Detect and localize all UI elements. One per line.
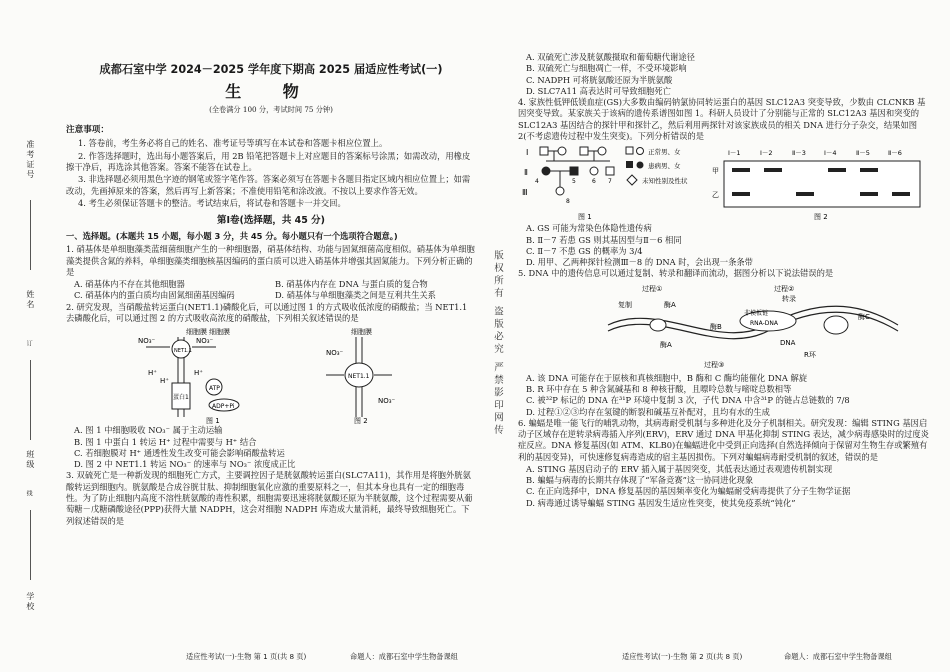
gel-col-4: Ⅰ－4	[824, 149, 837, 158]
center-gutter	[478, 0, 516, 672]
question-5-option-b: B. R 环中存在 5 种含氮碱基和 8 种核苷酸，且嘌呤总数与嘧啶总数相等	[526, 383, 792, 394]
dna-label: DNA	[780, 338, 796, 347]
question-2-option-b: B. 图 1 中蛋白 1 转运 H⁺ 过程中需要与 H⁺ 结合	[74, 436, 257, 447]
pedigree-num-5: 5	[572, 178, 576, 186]
legend-unknown: 未知性别及性状	[642, 177, 688, 186]
question-2-option-c: C. 若细胞膜对 H⁺ 通透性发生改变可能会影响硝酸盐转运	[74, 447, 285, 458]
fig1-membrane-label: 细胞膜	[186, 328, 207, 337]
right-column	[518, 52, 930, 509]
dna-information-flow-figure	[518, 281, 930, 373]
question-1-option-d: D. 硝基体与单细胞藻类之间是互利共生关系	[275, 290, 436, 301]
binding-line	[30, 510, 31, 580]
question-5-stem: 5. DNA 中的遗传信息可以通过复制、转录和翻译而流动，据图分析以下说法错误的是	[518, 268, 834, 279]
replication-label: 复制	[618, 300, 632, 309]
question-6-option-a: A. STING 基因启动子的 ERV 插入属于基因突变，其低表达通过表观遗传机制实现	[526, 463, 833, 474]
fig1-h-label-2: H⁺	[160, 377, 169, 386]
q4-figure-1-caption: 图 1	[578, 213, 592, 222]
fig2-net-label: NET1.1	[348, 373, 370, 381]
question-4-option-c: C. Ⅱ－7 不患 GS 的概率为 3/4	[526, 245, 643, 256]
question-5-option-d: D. 过程①②③均存在氢键的断裂和碱基互补配对，且均有水的生成	[526, 406, 770, 417]
left-column	[66, 52, 476, 528]
gel-col-1: Ⅰ－1	[728, 149, 741, 158]
process-3-label: 过程③	[704, 360, 725, 369]
fig1-adp-label: ADP+Pi	[212, 403, 235, 411]
figure-1-caption: 图 1	[206, 417, 220, 426]
section-heading: 第Ⅰ卷(选择题，共 45 分)	[216, 215, 326, 227]
question-3-option-a: A. 双硫死亡涉及胱氨酸摄取和葡萄糖代谢途径	[526, 52, 695, 62]
q4-figure-2-caption: 图 2	[814, 213, 828, 222]
question-6-option-c: C. 在正向选择中，DNA 修复基因的基因频率变化为蝙蝠耐受病毒提供了分子生物学证据	[526, 486, 851, 497]
notice-heading: 注意事项：	[66, 124, 109, 135]
fig1-h-label: H⁺	[148, 369, 157, 378]
enzyme-a-label-2: 酶A	[660, 340, 672, 349]
binding-label-school: 学校	[25, 592, 35, 612]
enzyme-c-label: 酶C	[858, 312, 870, 321]
question-2-figures	[66, 325, 476, 425]
legend-affected: 患病男、女	[648, 162, 681, 171]
binding-line	[30, 360, 31, 440]
footer-left-author: 命题人：成都石室中学生物备课组	[350, 652, 458, 661]
figure-2-caption: 图 2	[354, 417, 368, 426]
enzyme-a-label: 酶A	[664, 300, 676, 309]
fig1-membrane-label-2: 细胞膜	[209, 328, 230, 337]
pedigree-num-4: 4	[535, 178, 539, 186]
fig1-h-label-3: H⁺	[194, 369, 203, 378]
question-4-stem: 4. 家族性低钾低镁血症(GS)大多数由编码钠氯协同转运蛋白的基因 SLC12A3 突变导致，少数由 CLCNKB 基因突变导致。某家族关于该病的遗传系谱图如图 1。科研人员设计了分别能与正常的 SLC12A3 基因和突变的 SLC12A3 基因结合的探针甲和探针乙，然后利用两探针对该家族成员的相关 DNA 进行分子杂交，结果如图 2(不考虑遗传过程中发生突变)。下列分析错误的是	[518, 97, 926, 141]
question-5-figure	[518, 281, 930, 373]
gel-row-jia: 甲	[712, 167, 719, 176]
transcription-label: 转录	[782, 294, 796, 303]
binding-margin	[0, 0, 52, 672]
question-6-option-d: D. 病毒通过诱导蝙蝠 STING 基因发生适应性突变，使其免疫系统“钝化”	[526, 497, 796, 508]
fig2-no3-label: NO₃⁻	[326, 349, 344, 358]
question-5-option-a: A. 该 DNA 可能存在于原核和真核细胞中，B 酶和 C 酶均能催化 DNA 解旋	[526, 372, 808, 383]
binding-line	[30, 200, 31, 270]
question-1-option-a: A. 硝基体内不存在其他细胞器	[74, 279, 185, 290]
question-4-figures	[518, 143, 930, 223]
gel-row-yi: 乙	[712, 191, 719, 200]
question-1-options-row	[66, 279, 476, 290]
process-2-label: 过程②	[774, 284, 795, 293]
question-3-option-b: B. 双硫死亡与细胞凋亡一样，不受环境影响	[526, 63, 687, 74]
gen-II-label: Ⅱ	[524, 168, 528, 178]
gen-III-label: Ⅲ	[522, 188, 528, 198]
gel-col-3: Ⅱ－3	[792, 149, 806, 158]
exam-subject: 生 物	[225, 82, 317, 102]
notice-item: 3. 非选择题必须用黑色字迹的钢笔或签字笔作答。答案必须写在答题卡各题目指定区域内相应位置上；如需改动，先画掉原来的答案，然后再写上新答案；不准使用铅笔和涂改液。不按以上要求作答无效。	[66, 174, 471, 196]
fig2-no3-label-2: NO₃⁻	[378, 397, 396, 406]
exam-title: 成都石室中学 2024－2025 学年度下期高 2025 届适应性考试(一)	[99, 63, 443, 76]
question-6-stem: 6. 蝙蝠是唯一能飞行的哺乳动物，其病毒耐受机制与多种进化及分子机制相关。研究发现：编辑 STING 基因启动子区域存在逆转录病毒插入序列(ERV)，ERV 通过 DNA 甲基化抑制 STING 表达，减少病毒感染时的过度炎症反应。DNA 修复基因(如 ATM、KLB0)在蝙蝠进化中受到正向选择(自然选择倾向于保留对生物生存或繁殖有利的基因变异)，可快速修复病毒造成的宿主基因损伤。下列对蝙蝠病毒耐受机制的叙述，错误的是	[518, 417, 929, 462]
pedigree-num-6: 6	[592, 178, 596, 186]
binding-label-name: 姓名	[25, 290, 35, 310]
fig1-no3-label-2: NO₃⁻	[196, 337, 214, 346]
gel-col-6: Ⅱ－6	[888, 149, 902, 158]
footer-right-page: 适应性考试(一)·生物 第 2 页(共 8 页)	[622, 652, 743, 661]
fig1-protein-label: 蛋白1	[173, 394, 189, 402]
binding-label-class: 班级	[25, 450, 35, 470]
question-2-option-d: D. 图 2 中 NET1.1 转运 NO₃⁻ 的速率与 NO₃⁻ 浓度成正比	[74, 459, 296, 470]
gel-col-2: Ⅰ－2	[760, 149, 773, 158]
pedigree-and-hybridization-figure	[518, 143, 930, 223]
footer-right-author: 命题人：成都石室中学生物备课组	[784, 652, 892, 661]
notice-item: 2. 作答选择题时，选出每小题答案后，用 2B 铅笔把答题卡上对应题目的答案标号涂黑；如需改动，用橡皮擦干净后，再选涂其他答案。答案不能答在试卷上。	[66, 150, 471, 173]
gen-I-label: Ⅰ	[526, 148, 529, 158]
legend-normal: 正常男、女	[648, 148, 681, 157]
rna-dna-label: RNA-DNA	[750, 319, 779, 327]
fig1-net-label: NET1.1	[174, 348, 192, 355]
membrane-transport-figure	[66, 325, 476, 425]
question-2-option-a: A. 图 1 中细胞吸收 NO₃⁻ 属于主动运输	[74, 425, 223, 436]
question-4-option-d: D. 用甲、乙两种探针检测Ⅲ－8 的 DNA 时，会出现一条条带	[526, 257, 753, 268]
binding-mark-ding: 订	[25, 340, 33, 348]
fig1-no3-label: NO₃⁻	[138, 337, 156, 346]
question-1-option-c: C. 硝基体内的蛋白质均由固氮细菌基因编码	[74, 290, 235, 301]
question-5-option-c: C. 被³²P 标记的 DNA 在³¹P 环境中复制 3 次，子代 DNA 中含³¹P 的链占总链数的 7/8	[526, 395, 850, 406]
exam-score-info: (全卷满分 100 分，考试时间 75 分钟)	[209, 104, 333, 114]
fig2-membrane-label: 细胞膜	[351, 328, 372, 337]
part-heading: 一、选择题。(本题共 15 小题，每小题 3 分，共 45 分。每小题只有一个选项符合题意。)	[66, 231, 398, 242]
copyright-notice: 版权所有 盗版必究 严禁影印网传	[492, 250, 504, 438]
process-1-label: 过程①	[642, 284, 663, 293]
footer-left-page: 适应性考试(一)·生物 第 1 页(共 8 页)	[186, 652, 307, 661]
question-4-option-b: B. Ⅱ－7 若患 GS 则其基因型与Ⅱ－6 相同	[526, 234, 682, 245]
question-1-stem: 1. 硝基体是单细胞藻类蓝细菌细胞产生的一种细胞器，硝基体结构、功能与固氮细菌高度相似。硝基体为单细胞藻类提供含氮的养料，单细胞藻类细胞核基因编码的蛋白质可以进入硝基体并增强其固氮能力。下列分析正确的是	[66, 244, 475, 277]
question-1-options-row	[66, 290, 476, 301]
enzyme-b-label: 酶B	[710, 322, 722, 331]
notice-item: 1. 答卷前，考生务必将自己的姓名、准考证号等填写在本试卷和答题卡相应位置上。	[78, 138, 388, 149]
question-2-stem: 2. 研究发现，当硝酸盐转运蛋白(NET1.1)磷酸化后，可以通过图 1 的方式吸收低浓度的硝酸盐；当 NET1.1 去磷酸化后，可以通过图 2 的方式吸收高浓度的硝酸盐，下列相关叙述错误的是	[66, 301, 468, 324]
non-template-strand-label: 非模板链	[744, 309, 769, 317]
gel-col-5: Ⅱ－5	[856, 149, 870, 158]
binding-mark-xian: 线	[25, 490, 33, 498]
notice-item: 4. 考生必须保证答题卡的整洁。考试结束后，将试卷和答题卡一并交回。	[78, 197, 346, 208]
pedigree-num-8: 8	[566, 198, 570, 206]
pedigree-num-7: 7	[608, 178, 612, 186]
question-6-option-b: B. 蝙蝠与病毒的长期共存体现了“军备竞赛”这一协同进化现象	[526, 475, 754, 486]
question-3-option-c: C. NADPH 可将胱氨酸还原为半胱氨酸	[526, 74, 673, 85]
question-1-option-b: B. 硝基体内存在 DNA 与蛋白质的复合物	[275, 279, 428, 290]
question-4-option-a: A. GS 可能为常染色体隐性遗传病	[526, 223, 652, 234]
fig1-atp-label: ATP	[209, 385, 220, 393]
binding-label-exam-number: 准考证号	[25, 140, 35, 180]
r-loop-label: R环	[804, 350, 816, 359]
question-3-stem: 3. 双硫死亡是一种新发现的细胞死亡方式，主要调控因子是胱氨酸转运蛋白(SLC7A11)，其作用是将胞外胱氨酸转运到细胞内。胱氨酸是合成谷胱甘肽、抑制细胞氧化应激的重要原料之一，但其本身也具有一定的细胞毒性。为了防止细胞内高度不溶性胱氨酸的毒性积累，细胞需要迅速将胱氨酸还原为半胱氨酸，这个过程需要从葡萄糖－戊糖磷酸途径(PPP)获得大量 NADPH，这会对细胞 NADPH 库造成大量消耗，最终导致细胞死亡。下列叙述错误的是	[66, 470, 473, 526]
question-3-option-d: D. SLC7A11 高表达时可导致细胞死亡	[526, 85, 671, 96]
